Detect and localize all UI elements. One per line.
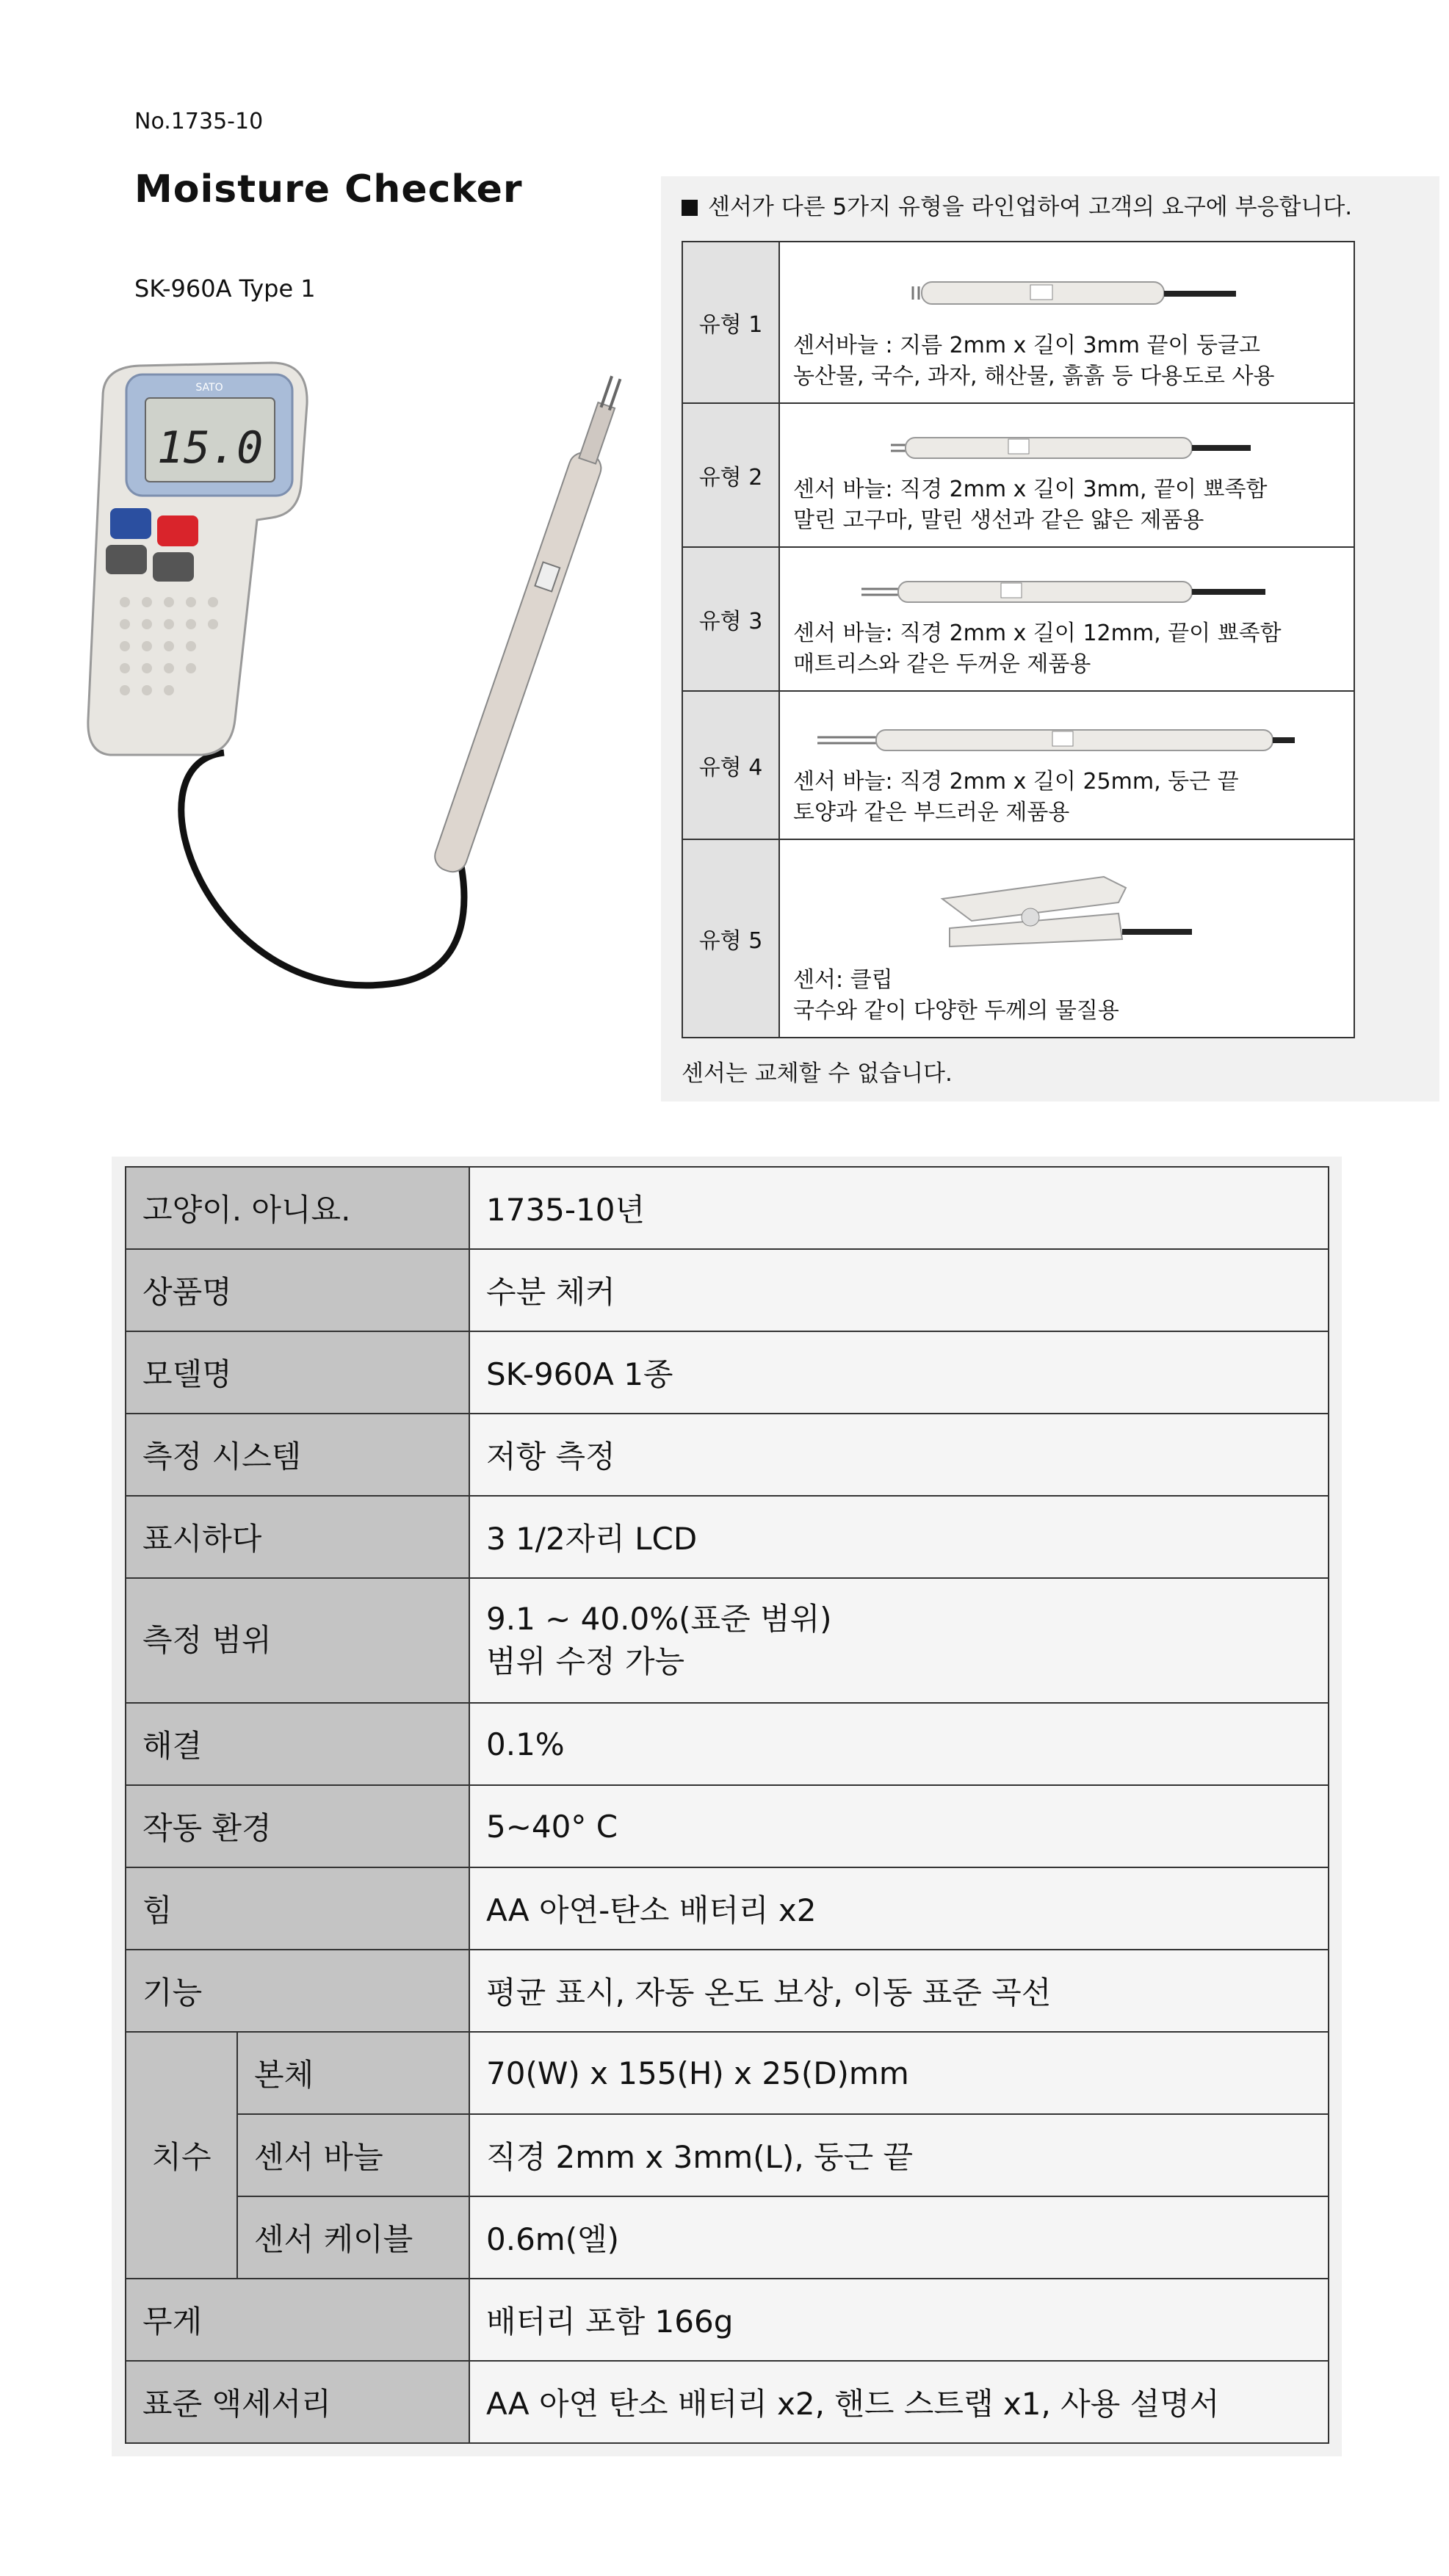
sensor-desc-line2: 토양과 같은 부드러운 제품용 [793, 800, 1070, 825]
sensor-type-label: 유형 4 [682, 691, 779, 839]
spec-label: 작동 환경 [126, 1785, 469, 1867]
spec-label: 무게 [126, 2279, 469, 2361]
spec-label-dimensions: 치수 [126, 2032, 237, 2279]
sensor-desc-line2: 국수와 같이 다양한 두께의 물질용 [793, 998, 1119, 1024]
product-title: Moisture Checker [134, 167, 523, 211]
spec-table [125, 1166, 1329, 2444]
sensor-row [682, 839, 1354, 1038]
spec-row [126, 1167, 1329, 1249]
sensor-clip-5-image [920, 862, 1214, 965]
spec-label: 기능 [126, 1950, 469, 2032]
grey-button-left [106, 545, 147, 574]
red-button [157, 515, 198, 546]
spec-sublabel: 본체 [237, 2032, 469, 2114]
sensor-type-label: 유형 1 [682, 242, 779, 403]
sensor-type-label: 유형 3 [682, 547, 779, 691]
sensor-desc-line2: 농산물, 국수, 과자, 해산물, 흙흙 등 다용도로 사용 [793, 363, 1275, 389]
sensor-types-table [682, 241, 1355, 1038]
spec-label: 힘 [126, 1867, 469, 1950]
spec-label: 모델명 [126, 1331, 469, 1414]
spec-value: 3 1/2자리 LCD [469, 1496, 1329, 1578]
sensor-probe-4-image [810, 715, 1324, 767]
moisture-checker-image [81, 352, 624, 1013]
brand-logo: SATO [195, 382, 223, 394]
sensor-note: 센서는 교체할 수 없습니다. [682, 1060, 953, 1087]
spec-row [126, 2279, 1329, 2361]
spec-row [126, 1331, 1329, 1414]
spec-row-dimensions [126, 2114, 1329, 2196]
spec-value: 5~40° C [469, 1785, 1329, 1867]
spec-label: 표준 액세서리 [126, 2361, 469, 2443]
sensor-row [682, 403, 1354, 547]
spec-row [126, 1414, 1329, 1496]
sensor-row [682, 547, 1354, 691]
spec-row [126, 2361, 1329, 2443]
spec-value-line2: 범위 수정 가능 [486, 1643, 685, 1679]
spec-row [126, 1703, 1329, 1785]
lcd-reading: 15.0 [156, 422, 264, 474]
spec-row [126, 1249, 1329, 1331]
spec-row-dimensions [126, 2196, 1329, 2279]
spec-label: 해결 [126, 1703, 469, 1785]
spec-value: 70(W) x 155(H) x 25(D)mm [469, 2032, 1329, 2114]
spec-value: 직경 2mm x 3mm(L), 둥근 끝 [469, 2114, 1329, 2196]
spec-row [126, 1867, 1329, 1950]
sensor-desc-line2: 매트리스와 같은 두꺼운 제품용 [793, 651, 1091, 677]
spec-label: 측정 시스템 [126, 1414, 469, 1496]
spec-label: 고양이. 아니요. [126, 1167, 469, 1249]
sensor-row [682, 242, 1354, 403]
sensor-type-label: 유형 5 [682, 839, 779, 1038]
sensor-heading-text: 센서가 다른 5가지 유형을 라인업하여 고객의 요구에 부응합니다. [708, 194, 1353, 220]
spec-row [126, 1578, 1329, 1703]
spec-value: AA 아연-탄소 배터리 x2 [469, 1867, 1329, 1950]
spec-value: AA 아연 탄소 배터리 x2, 핸드 스트랩 x1, 사용 설명서 [469, 2361, 1329, 2443]
spec-sublabel: 센서 바늘 [237, 2114, 469, 2196]
spec-row [126, 1496, 1329, 1578]
sensor-probe-3-image [847, 567, 1287, 618]
grey-button-right [153, 552, 194, 582]
spec-row [126, 1785, 1329, 1867]
model-subtitle: SK-960A Type 1 [134, 275, 316, 303]
sensor-heading [682, 188, 1352, 221]
spec-value: 9.1 ~ 40.0%(표준 범위) [486, 1601, 832, 1637]
spec-value: 0.6m(엘) [469, 2196, 1329, 2279]
sensor-desc-line1: 센서 바늘: 직경 2mm x 길이 12mm, 끝이 뾰족함 [793, 621, 1282, 646]
sensor-desc-line1: 센서바늘 : 지름 2mm x 길이 3mm 끝이 둥글고 [793, 333, 1260, 358]
square-bullet-icon [682, 200, 698, 216]
sensor-desc-line1: 센서: 클립 [793, 967, 893, 993]
spec-row [126, 1950, 1329, 2032]
spec-value: 평균 표시, 자동 온도 보상, 이동 표준 곡선 [469, 1950, 1329, 2032]
sensor-desc-line1: 센서 바늘: 직경 2mm x 길이 25mm, 둥근 끝 [793, 769, 1239, 795]
spec-value: 수분 체커 [469, 1249, 1329, 1331]
blue-button [110, 508, 151, 539]
sensor-desc-line2: 말린 고구마, 말린 생선과 같은 얇은 제품용 [793, 507, 1204, 533]
spec-value: 1735-10년 [469, 1167, 1329, 1249]
spec-value: 배터리 포함 166g [469, 2279, 1329, 2361]
sensor-type-label: 유형 2 [682, 403, 779, 547]
spec-label: 측정 범위 [126, 1578, 469, 1703]
spec-sublabel: 센서 케이블 [237, 2196, 469, 2279]
sensor-row [682, 691, 1354, 839]
spec-row-dimensions [126, 2032, 1329, 2114]
spec-label: 상품명 [126, 1249, 469, 1331]
spec-value: 0.1% [469, 1703, 1329, 1785]
spec-value: 저항 측정 [469, 1414, 1329, 1496]
sensor-probe-2-image [861, 423, 1273, 474]
sensor-desc-line1: 센서 바늘: 직경 2mm x 길이 3mm, 끝이 뾰족함 [793, 477, 1268, 502]
spec-label: 표시하다 [126, 1496, 469, 1578]
product-code: No.1735-10 [134, 109, 264, 134]
spec-value: SK-960A 1종 [469, 1331, 1329, 1414]
sensor-probe-1-image [861, 264, 1273, 330]
